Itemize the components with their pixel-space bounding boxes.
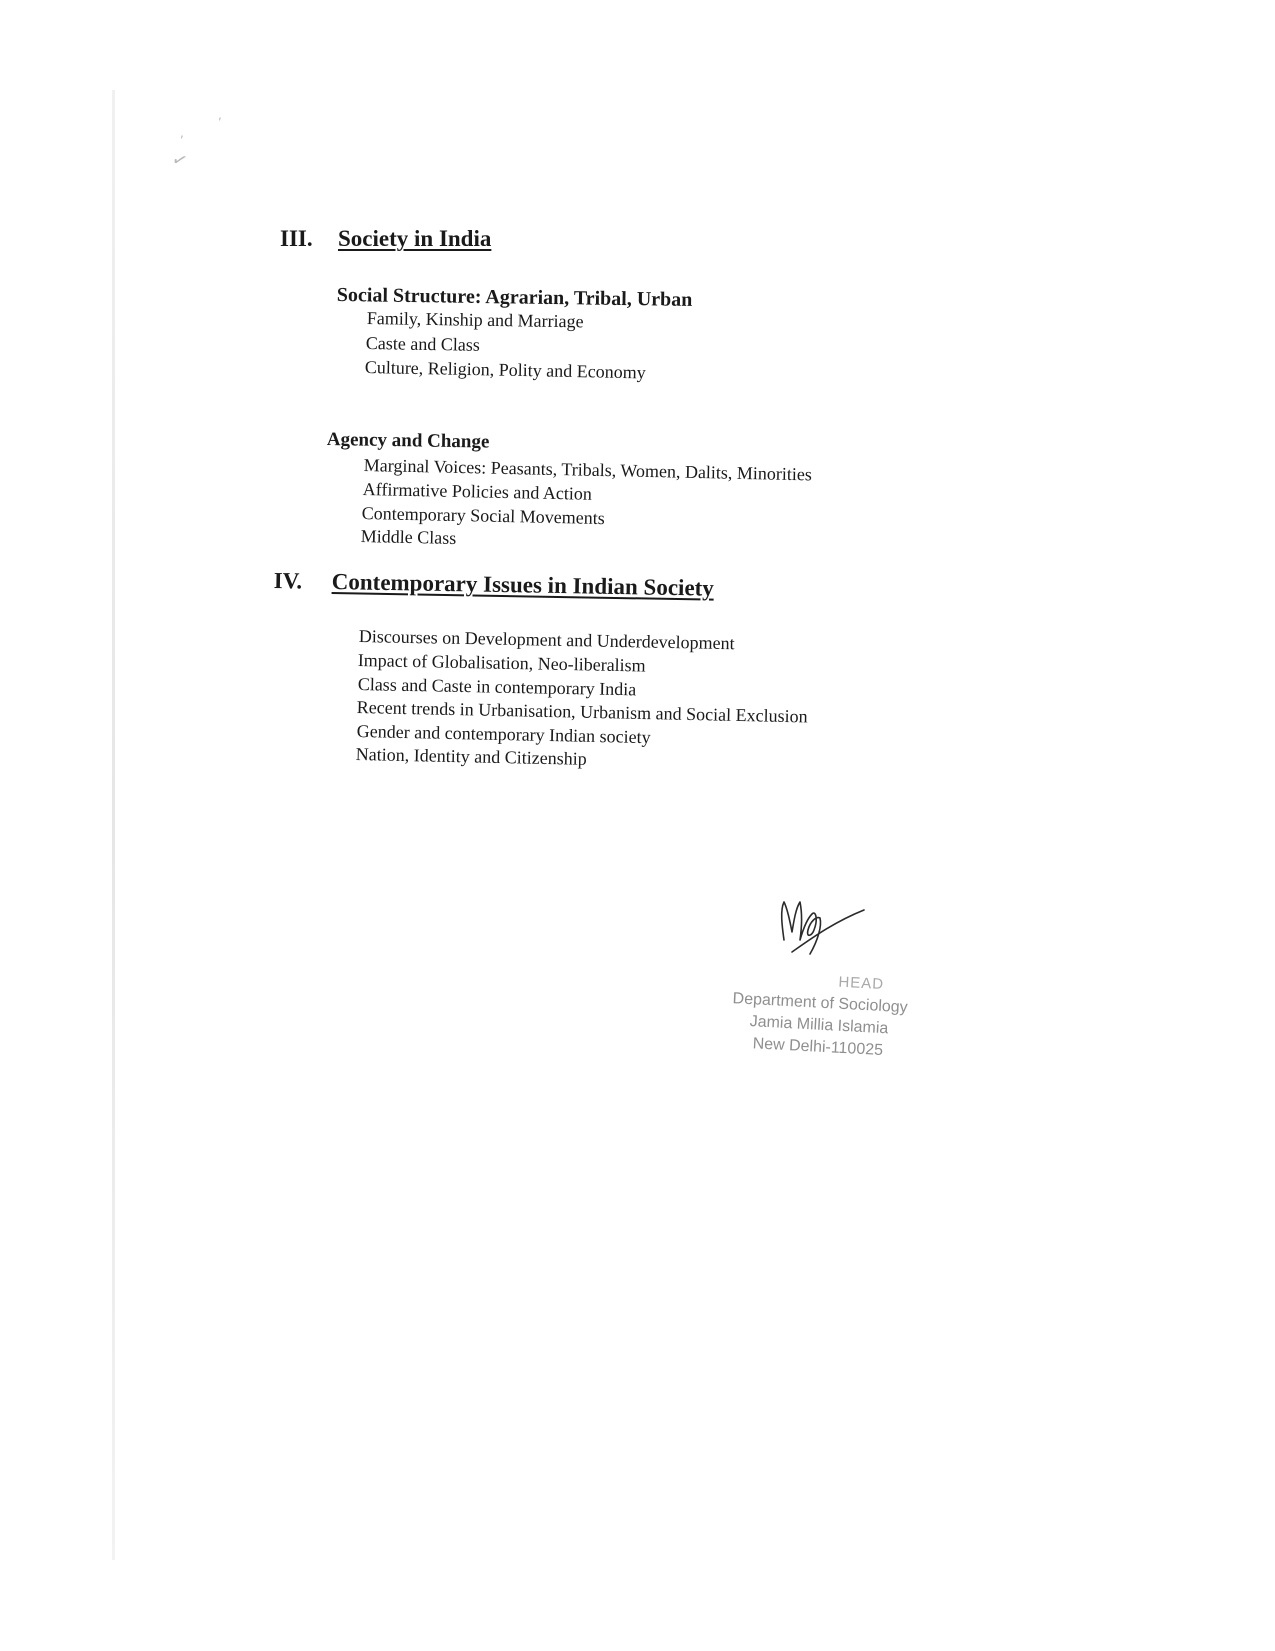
scan-edge — [112, 90, 115, 1560]
list-item: Middle Class — [360, 526, 457, 548]
section-iii-numeral: III. — [280, 226, 313, 251]
department-stamp — [707, 965, 931, 1064]
stamp-department: Department of Sociology — [732, 990, 909, 1017]
subsection-agency-heading: Agency and Change — [326, 429, 490, 453]
list-item: Nation, Identity and Citizenship — [355, 744, 587, 769]
list-item: Culture, Religion, Polity and Economy — [364, 357, 646, 383]
list-item: Marginal Voices: Peasants, Tribals, Women, Dalits, Minorities — [363, 455, 813, 485]
list-item: Class and Caste in contemporary India — [357, 674, 637, 700]
stamp-institution: Jamia Millia Islamia — [749, 1013, 889, 1038]
list-item: Recent trends in Urbanisation, Urbanism and Social Exclusion — [356, 697, 808, 727]
list-item: Caste and Class — [365, 333, 480, 355]
subsection-social-structure-heading: Social Structure: Agrarian, Tribal, Urban — [336, 284, 693, 311]
list-item: Discourses on Development and Underdevelopment — [358, 626, 735, 654]
scan-speck: , — [218, 108, 222, 122]
list-item: Impact of Globalisation, Neo-liberalism — [357, 650, 646, 676]
section-iv-heading — [274, 568, 714, 602]
section-iv-title: Contemporary Issues in Indian Society — [331, 569, 715, 601]
scan-speck: , — [180, 126, 184, 140]
section-iv-numeral: IV. — [273, 568, 303, 594]
stamp-head: HEAD — [837, 973, 885, 994]
list-item: Affirmative Policies and Action — [362, 479, 593, 504]
list-item: Contemporary Social Movements — [361, 503, 605, 529]
list-item: Family, Kinship and Marriage — [366, 308, 584, 332]
handwritten-signature — [778, 896, 868, 956]
stamp-city: New Delhi-110025 — [752, 1035, 884, 1060]
list-item: Gender and contemporary Indian society — [356, 721, 651, 748]
tick-mark-icon: ✓ — [168, 148, 191, 173]
section-iii-heading — [280, 226, 491, 252]
section-iii-title: Society in India — [338, 226, 492, 251]
